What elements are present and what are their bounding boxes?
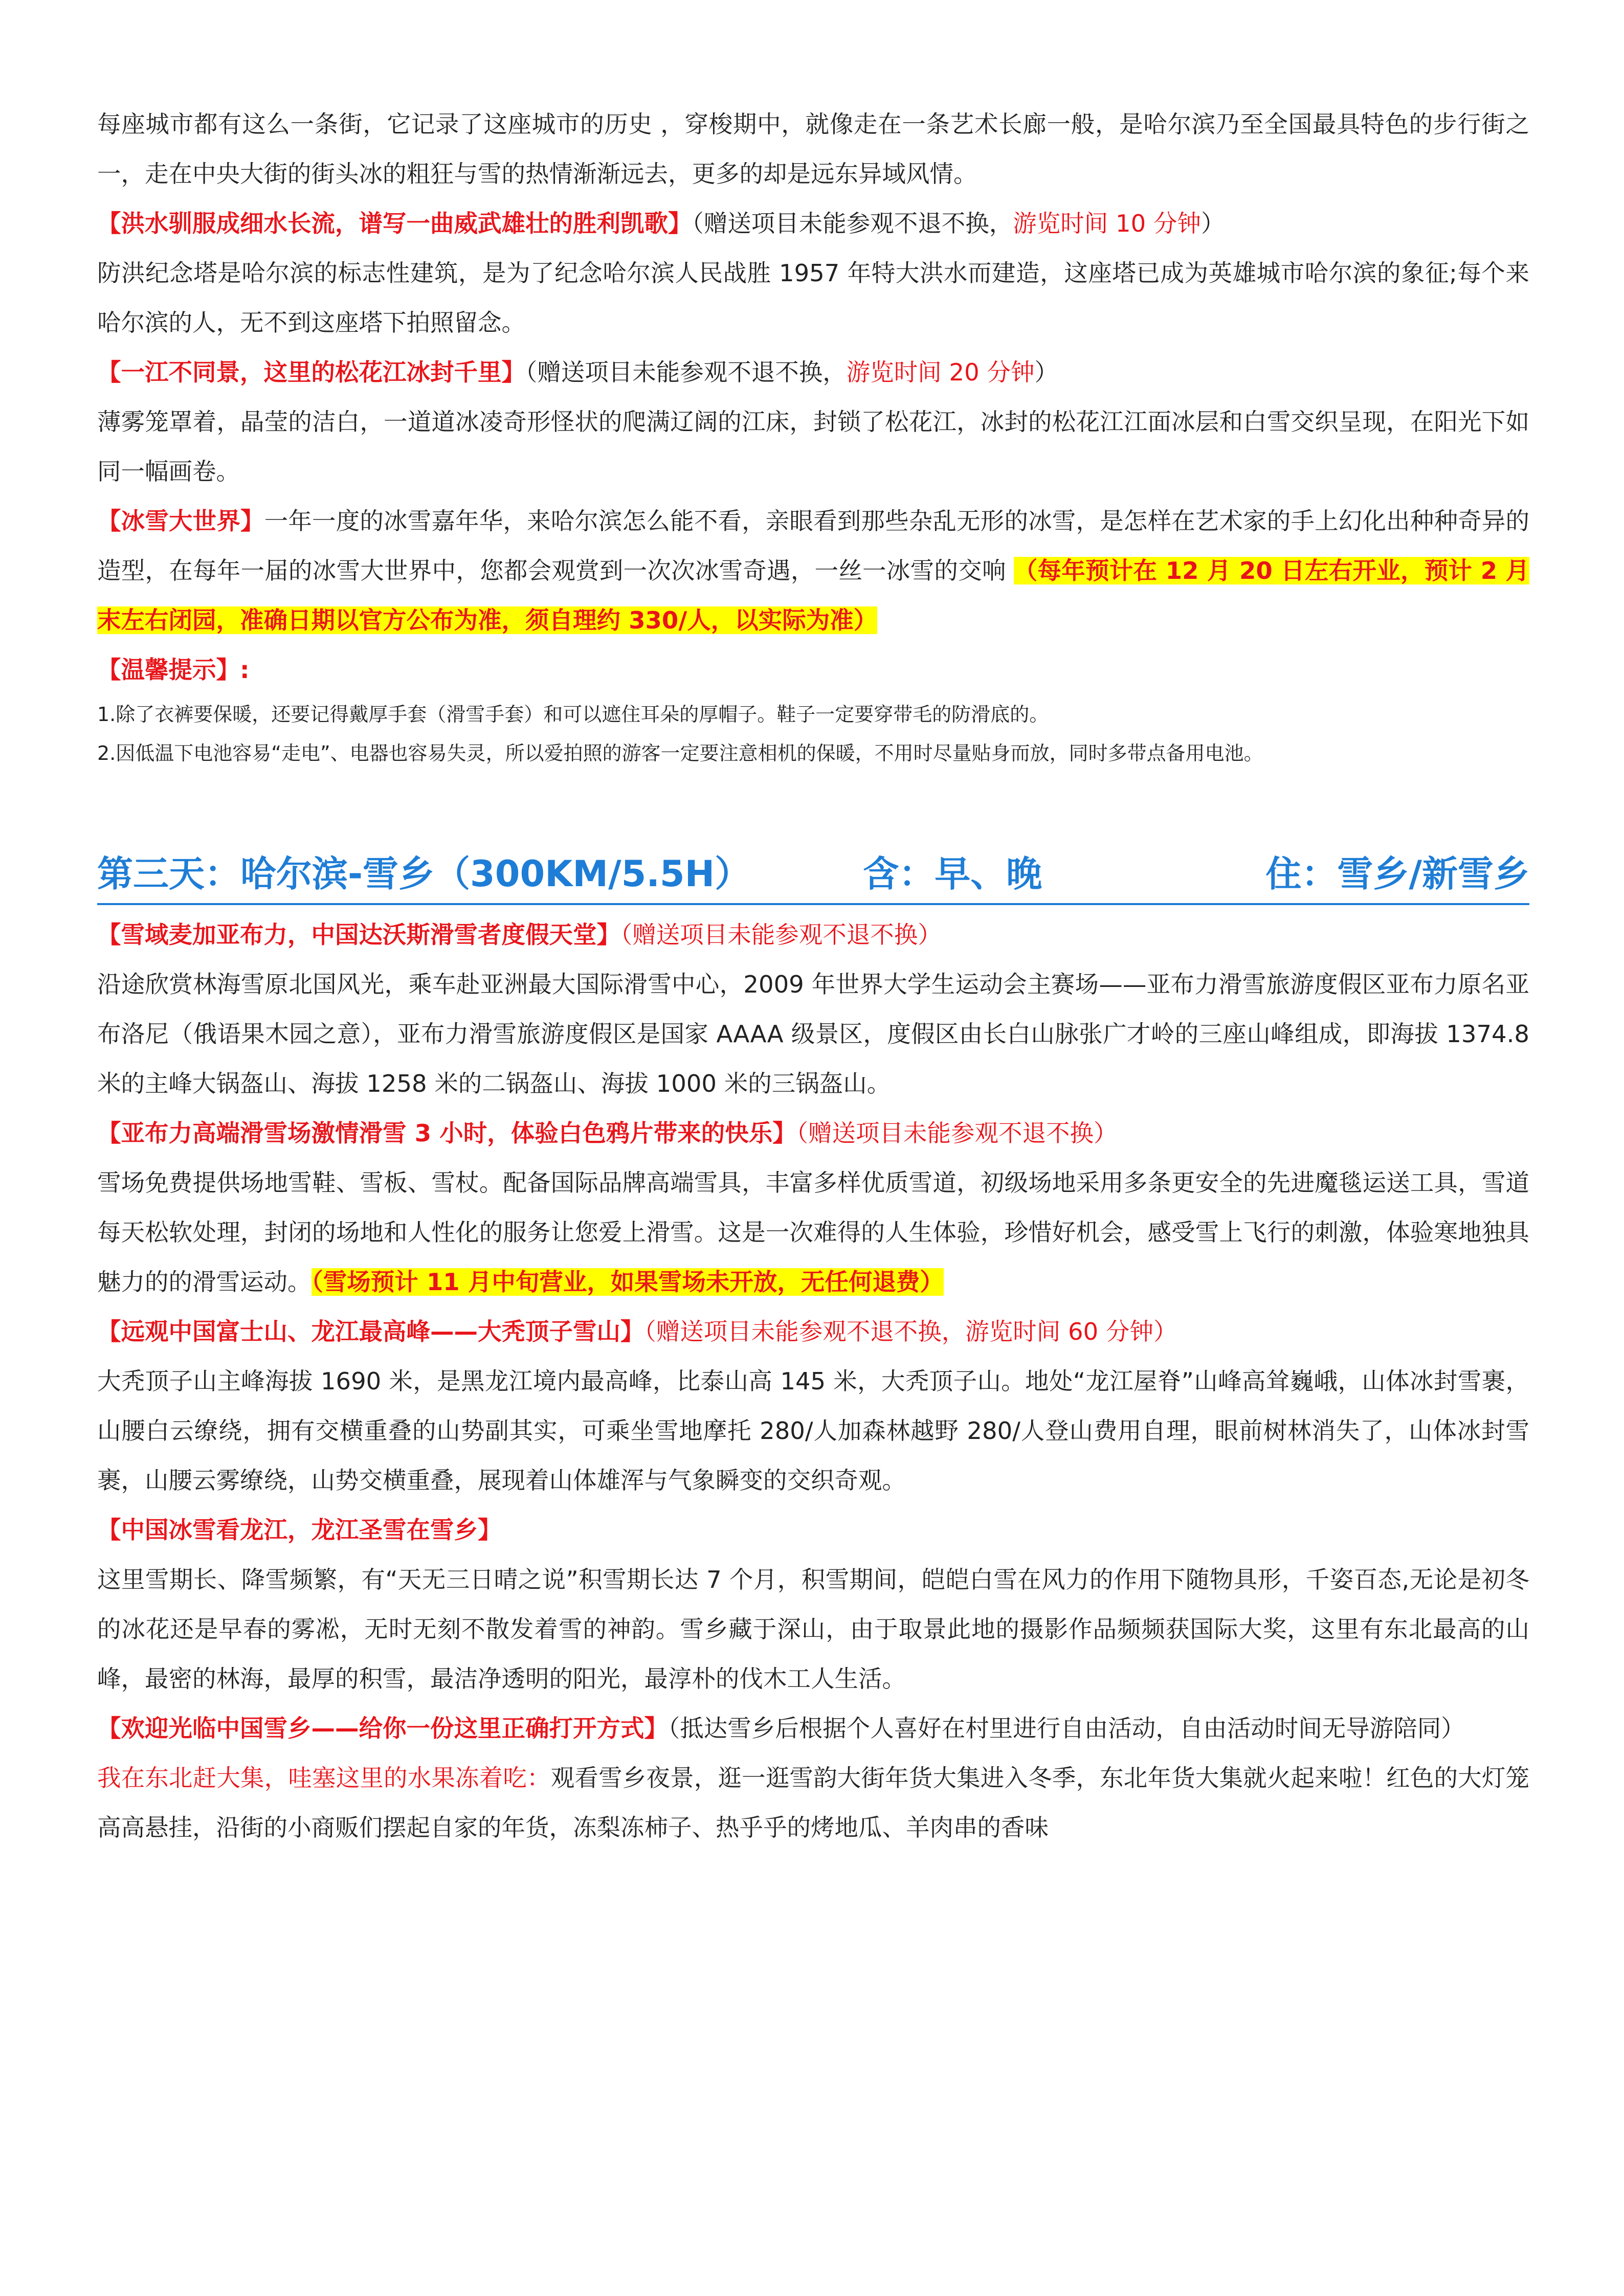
snow-town-heading <box>97 1505 1529 1555</box>
flood-tower-body: 防洪纪念塔是哈尔滨的标志性建筑，是为了纪念哈尔滨人民战胜 1957 年特大洪水而建造，这座塔已成为英雄城市哈尔滨的象征;每个来哈尔滨的人，无不到这座塔下拍照留念。 <box>97 259 1529 336</box>
intro-paragraph: 每座城市都有这么一条街，它记录了这座城市的历史 ，穿梭期中，就像走在一条艺术长廊一般，是哈尔滨乃至全国最具特色的步行街之一，走在中央大街的街头冰的粗狂与雪的热情渐渐远去，更多的却是远东异域风情。 <box>97 110 1529 188</box>
section-title: 【亚布力高端滑雪场激情滑雪 3 小时，体验白色鸦片带来的快乐】 <box>97 1119 796 1147</box>
flood-tower-heading: 【洪水驯服成细水长流，谱写一曲威武雄壮的胜利凯歌】（赠送项目未能参观不退不换，游览时间 10 分钟） <box>97 210 1225 237</box>
day-three-header <box>97 847 1529 905</box>
yabuli-body: 沿途欣赏林海雪原北国风光，乘车赴亚洲最大国际滑雪中心，2009 年世界大学生运动会主赛场——亚布力滑雪旅游度假区亚布力原名亚布洛尼（俄语果木园之意），亚布力滑雪旅游度假区是国家 AAAA 级景区，度假区由长白山脉张广才岭的三座山峰组成，即海拔 1374.8 米的主峰大锅盔山、海拔 1258 米的二锅盔山、海拔 1000 米的三锅盔山。 <box>97 971 1529 1097</box>
day-title: 第三天：哈尔滨-雪乡（300KM/5.5H） <box>97 853 751 895</box>
yabuli-heading: 【雪域麦加亚布力，中国达沃斯滑雪者度假天堂】（赠送项目未能参观不退不换） <box>97 921 942 949</box>
highlight-note: （每年预计在 12 月 20 日左右开业，预计 2 月末左右闭园，准确日期以官方公布为准，须自理约 330/人，以实际为准） <box>97 557 1529 634</box>
day-meals: 含：早、晚 <box>863 853 1042 895</box>
skiing-body: 雪场免费提供场地雪鞋、雪板、雪杖。配备国际品牌高端雪具，丰富多样优质雪道，初级场地采用多条更安全的先进魔毯运送工具，雪道每天松软处理，封闭的场地和人性化的服务让您爱上滑雪。这是一次难得的人生体验，珍惜好机会，感受雪上飞行的刺激，体验寒地独具魅力的的滑雪运动。（雪场预计 11 月中旬营业，如果雪场未开放，无任何退费） <box>97 1169 1529 1296</box>
welcome-heading: 【欢迎光临中国雪乡——给你一份这里正确打开方式】（抵达雪乡后根据个人喜好在村里进行自由活动，自由活动时间无导游陪同） <box>97 1715 1465 1742</box>
section-title: 【冰雪大世界】 <box>97 507 264 535</box>
highlight-note: （雪场预计 11 月中旬营业，如果雪场未开放，无任何退费） <box>311 1268 944 1296</box>
snow-town-body: 这里雪期长、降雪频繁，有“天无三日晴之说”积雪期长达 7 个月，积雪期间，皑皑白雪在风力的作用下随物具形，千姿百态,无论是初冬的冰花还是早春的雾凇，无时无刻不散发着雪的神韵。雪乡藏于深山，由于取景此地的摄影作品频频获国际大奖，这里有东北最高的山峰，最密的林海，最厚的积雪，最洁净透明的阳光，最淳朴的伐木工人生活。 <box>97 1566 1529 1693</box>
section-title: 【雪域麦加亚布力，中国达沃斯滑雪者度假天堂】 <box>97 921 620 949</box>
tip-item: 2.因低温下电池容易“走电”、电器也容易失灵，所以爱拍照的游客一定要注意相机的保暖，不用时尽量贴身而放，同时多带点备用电池。 <box>97 742 1263 764</box>
songhua-river-heading: 【一江不同景，这里的松花江冰封千里】（赠送项目未能参观不退不换，游览时间 20 分钟） <box>97 358 1058 386</box>
datuding-heading: 【远观中国富士山、龙江最高峰——大秃顶子雪山】（赠送项目未能参观不退不换，游览时间 60 分钟） <box>97 1318 1177 1345</box>
section-title: 【一江不同景，这里的松花江冰封千里】 <box>97 358 525 386</box>
tips-heading: 【温馨提示】: <box>97 656 250 684</box>
datuding-body: 大秃顶子山主峰海拔 1690 米，是黑龙江境内最高峰，比泰山高 145 米，大秃顶子山。地处“龙江屋脊”山峰高耸巍峨，山体冰封雪裹，山腰白云缭绕，拥有交横重叠的山势副其实，可乘坐雪地摩托 280/人加森林越野 280/人登山费用自理，眼前树林消失了，山体冰封雪裹，山腰云雾缭绕，山势交横重叠，展现着山体雄浑与气象瞬变的交织奇观。 <box>97 1367 1529 1494</box>
market-paragraph: 我在东北赶大集，哇塞这里的水果冻着吃：观看雪乡夜景，逛一逛雪韵大街年货大集进入冬季，东北年货大集就火起来啦！红色的大灯笼高高悬挂，沿街的小商贩们摆起自家的年货，冻梨冻柿子、热乎乎的烤地瓜、羊肉串的香味 <box>97 1764 1530 1841</box>
section-title: 【洪水驯服成细水长流，谱写一曲威武雄壮的胜利凯歌】 <box>97 210 692 237</box>
section-title: 我在东北赶大集，哇塞这里的水果冻着吃： <box>97 1764 551 1792</box>
tip-item: 1.除了衣裤要保暖，还要记得戴厚手套（滑雪手套）和可以遮住耳朵的厚帽子。鞋子一定要穿带毛的防滑底的。 <box>97 703 1049 726</box>
section-title: 【欢迎光临中国雪乡——给你一份这里正确打开方式】 <box>97 1715 668 1742</box>
skiing-heading: 【亚布力高端滑雪场激情滑雪 3 小时，体验白色鸦片带来的快乐】（赠送项目未能参观不退不换） <box>97 1119 1118 1147</box>
ice-world-paragraph: 【冰雪大世界】一年一度的冰雪嘉年华，来哈尔滨怎么能不看，亲眼看到那些杂乱无形的冰雪，是怎样在艺术家的手上幻化出种种奇异的造型，在每年一届的冰雪大世界中，您都会观赏到一次次冰雪奇遇，一丝一冰雪的交响 （每年预计在 12 月 20 日左右开业，预计 2 月末左右闭园，准确日期以官方公布为准，须自理约 330/人，以实际为准） <box>97 507 1529 634</box>
section-title: 【中国冰雪看龙江，龙江圣雪在雪乡】 <box>97 1516 502 1544</box>
section-title: 【远观中国富士山、龙江最高峰——大秃顶子雪山】 <box>97 1318 644 1345</box>
day-accommodation: 住：雪乡/新雪乡 <box>1265 853 1529 895</box>
songhua-river-body: 薄雾笼罩着，晶莹的洁白，一道道冰凌奇形怪状的爬满辽阔的江床，封锁了松花江，冰封的松花江江面冰层和白雪交织呈现，在阳光下如同一幅画卷。 <box>97 408 1529 485</box>
